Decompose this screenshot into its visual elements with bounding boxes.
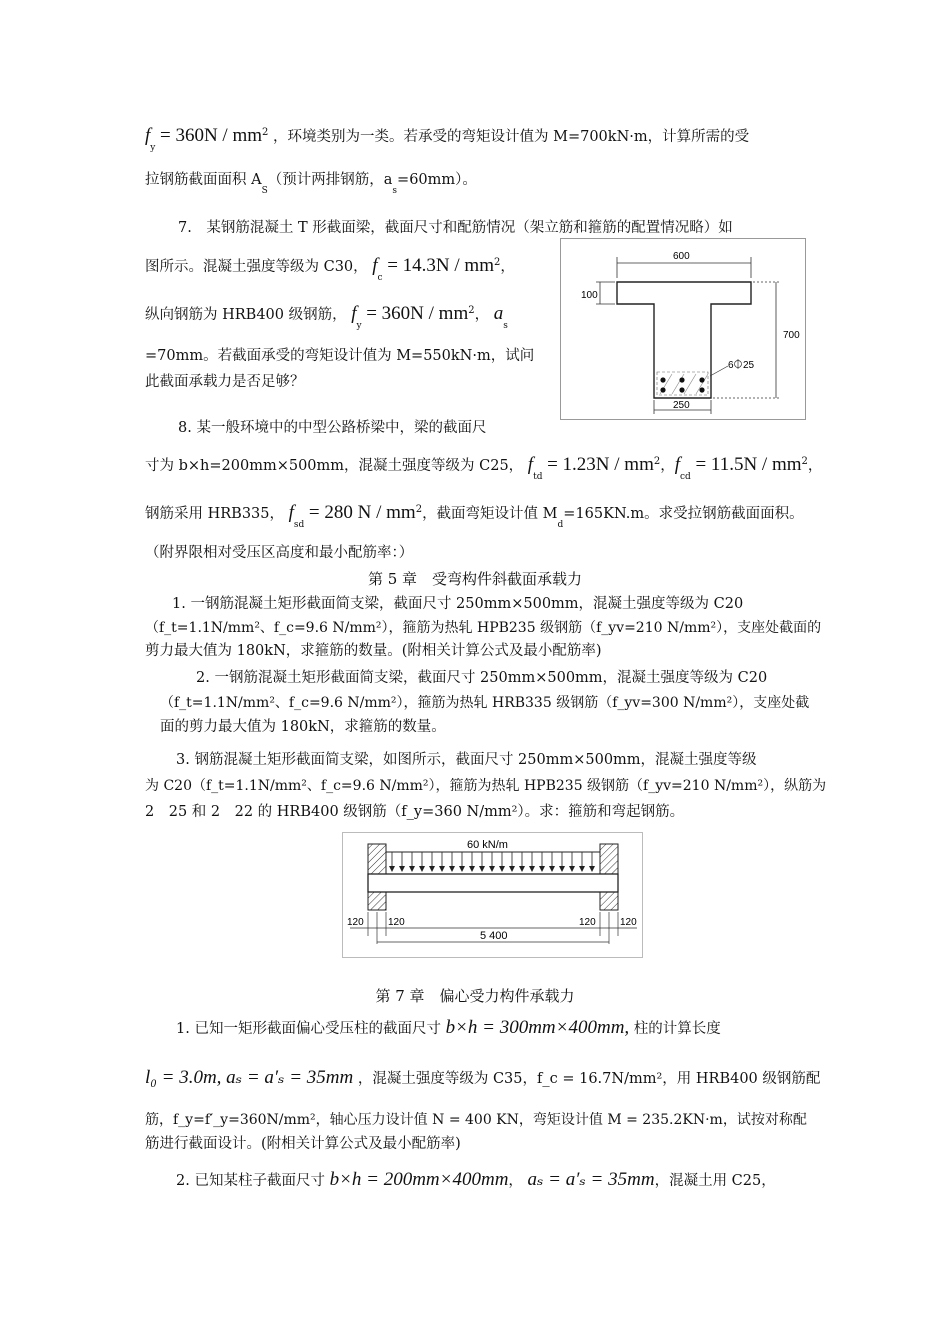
q8-fsd-symbol: f	[288, 502, 294, 523]
dim-right-2: 120	[620, 917, 637, 928]
q8-md-sub: d	[557, 520, 564, 530]
ch5-p3-line1: 3. 钢筋混凝土矩形截面简支梁，如图所示，截面尺寸 250mm×500mm，混凝土强度等级	[176, 752, 757, 768]
q8-ftd-symbol: f	[527, 454, 534, 475]
tbeam-rebar-size: 25	[743, 360, 755, 371]
dim-left-2: 120	[388, 917, 405, 928]
ch7-p1-eq: b×h = 300mm×400mm,	[445, 1017, 630, 1038]
q7-fc-symbol: f	[372, 255, 378, 276]
q6-line2-rest: （预计两排钢筋，a	[267, 172, 393, 188]
q8-ftd-sub: td	[533, 472, 543, 482]
q6-line2-text: 拉钢筋截面面积 A	[145, 172, 262, 188]
tbeam-web-width: 250	[673, 400, 690, 411]
rebar-dot	[699, 387, 704, 392]
ch5-p1-line2: （f_t=1.1N/mm²、f_c=9.6 N/mm²），箍筋为热轧 HPB235 级钢筋（f_yv=210 N/mm²），支座处截面的	[145, 620, 822, 636]
tbeam-height: 700	[783, 330, 800, 341]
tbeam-rebar-count: 6	[728, 360, 734, 371]
rebar-dot	[679, 387, 684, 392]
q8-fsd-value: = 280 N / mm	[308, 502, 416, 523]
q6-line1-text: ，环境类别为一类。若承受的弯矩设计值为 M=700kN·m，计算所需的受	[273, 129, 750, 145]
q8-line1: 8. 某一般环境中的中型公路桥梁中，梁的截面尺	[178, 420, 487, 436]
q8-line2-text: 寸为 b×h=200mm×500mm，混凝土强度等级为 C25，	[145, 458, 524, 474]
ch5-p3-line2: 为 C20（f_t=1.1N/mm²、f_c=9.6 N/mm²），箍筋为热轧 HPB235 级钢筋（f_yv=210 N/mm²），纵筋为	[145, 778, 827, 794]
q6-fy-sup: 2	[262, 127, 269, 138]
q7-fc-sub: c	[377, 273, 383, 283]
q7-as-sub: s	[503, 321, 508, 331]
rebar-dot	[660, 387, 665, 392]
chapter7-title: 第 7 章 偏心受力构件承载力	[375, 987, 575, 1005]
q7-fy-value: = 360N / mm	[366, 303, 469, 324]
ch5-p2-line3: 面的剪力最大值为 180kN，求箍筋的数量。	[160, 719, 446, 735]
q8-line3	[145, 502, 804, 530]
ch7-p1-line4: 筋进行截面设计。(附相关计算公式及最小配筋率)	[145, 1136, 461, 1152]
q6-line1	[145, 125, 750, 153]
q7-line1: 7. 某钢筋混凝土 T 形截面梁，截面尺寸和配筋情况（架立筋和箍筋的配置情况略）如	[178, 220, 733, 236]
ch5-p2-line2: （f_t=1.1N/mm²、f_c=9.6 N/mm²），箍筋为热轧 HRB335 级钢筋（f_yv=300 N/mm²），支座处截	[160, 695, 810, 711]
q7-fy-sup: 2	[468, 305, 475, 316]
q7-line2	[145, 255, 515, 283]
q6-fy-value: = 360N / mm	[159, 125, 263, 146]
q7-as-symbol: a	[493, 303, 504, 324]
ch5-p2-line1: 2. 一钢筋混凝土矩形截面简支梁，截面尺寸 250mm×500mm，混凝土强度等级为 C20	[196, 670, 768, 686]
beam-drawing	[342, 832, 643, 958]
chapter5-title: 第 5 章 受弯构件斜截面承载力	[367, 570, 583, 588]
ch7-p1-eq2: l₀ = 3.0m, aₛ = a′ₛ = 35mm	[145, 1067, 354, 1088]
ch7-p2-text-b: ，	[508, 1173, 523, 1189]
beam-load-label: 60 kN/m	[467, 839, 508, 851]
tbeam-flange-height: 100	[581, 290, 598, 301]
ch7-p1-text-b: 柱的计算长度	[633, 1021, 721, 1037]
dim-right-1: 120	[579, 917, 596, 928]
ch7-p2-text: 2. 已知某柱子截面尺寸	[176, 1173, 325, 1189]
q8-line2-end: ，	[807, 458, 823, 474]
q7-fy-symbol: f	[351, 303, 357, 324]
ch5-p1-line3: 剪力最大值为 180kN，求箍筋的数量。(附相关计算公式及最小配筋率)	[145, 643, 602, 659]
ch7-p1-text: 1. 已知一矩形截面偏心受压柱的截面尺寸	[176, 1021, 441, 1037]
q8-ftd-value: = 1.23N / mm	[547, 454, 654, 475]
beam-figure	[342, 832, 643, 958]
q6-as-sub: S	[261, 186, 268, 196]
ch7-p1-line3: 筋，f_y=f′_y=360N/mm²，轴心压力设计值 N = 400 KN，弯矩设计值 M = 235.2KN·m，试按对称配	[145, 1112, 807, 1128]
q8-comma: ，	[660, 458, 675, 474]
q8-fcd-symbol: f	[674, 454, 681, 475]
q7-line2-text: 图所示。混凝土强度等级为 C30，	[145, 259, 368, 275]
q6-as-sub2: s	[392, 186, 398, 196]
ch7-p1-line2-text: ，混凝土强度等级为 C35，f_c = 16.7N/mm²，用 HRB400 级钢筋配	[357, 1071, 821, 1087]
q6-fy-symbol: f	[145, 125, 151, 146]
q7-fy-sub: y	[356, 321, 362, 331]
q8-fsd-sup: 2	[415, 504, 423, 515]
ch7-p1-line2	[145, 1068, 820, 1089]
dim-left-1: 120	[347, 917, 364, 928]
q7-line2-end: ，	[500, 259, 515, 275]
tbeam-drawing	[560, 238, 806, 420]
ch5-p3-line3: 2 25 和 2 22 的 HRB400 级钢筋（f_y=360 N/mm²）。求：箍筋和弯起钢筋。	[145, 804, 685, 820]
dim-span: 5 400	[480, 930, 508, 942]
ch7-p2-text-c: ，混凝土用 C25，	[654, 1173, 776, 1189]
q7-line3-text: 纵向钢筋为 HRB400 级钢筋，	[145, 307, 347, 323]
q8-fsd-sub: sd	[293, 520, 305, 530]
q7-line3-mid: ，	[474, 307, 490, 323]
q8-fcd-sup: 2	[801, 456, 808, 467]
tbeam-figure	[560, 238, 806, 420]
q6-line2	[145, 170, 477, 196]
q8-line4: （附界限相对受压区高度和最小配筋率：）	[145, 545, 414, 561]
q7-line4: =70mm。若截面承受的弯矩设计值为 M=550kN·m，试问	[145, 348, 535, 364]
q8-line3-text: 钢筋采用 HRB335，	[145, 506, 285, 522]
q7-line5: 此截面承载力是否足够？	[145, 374, 305, 390]
q7-fc-sup: 2	[493, 257, 501, 268]
rebar-dot	[660, 377, 665, 382]
rebar-dot	[699, 377, 704, 382]
q7-fc-value: = 14.3N / mm	[387, 255, 494, 276]
ch7-p2-eq2: aₛ = a′ₛ = 35mm	[527, 1169, 655, 1190]
q8-line3-b: ，截面弯矩设计值 M	[422, 506, 558, 522]
q7-line3	[145, 303, 508, 331]
ch7-p2-line1	[176, 1170, 776, 1191]
beam-body	[368, 874, 618, 892]
q8-fcd-value: = 11.5N / mm	[695, 454, 802, 475]
ch7-p1-line1	[176, 1018, 721, 1039]
q8-fcd-sub: cd	[680, 472, 691, 482]
tbeam-flange-width: 600	[673, 251, 690, 262]
rebar-dot	[679, 377, 684, 382]
q8-ftd-sup: 2	[653, 456, 661, 467]
q8-line2	[145, 454, 823, 482]
q6-line2-end: =60mm）。	[397, 172, 477, 188]
q6-fy-sub: y	[150, 143, 156, 153]
q8-line3-c: =165KN.m。求受拉钢筋截面面积。	[563, 506, 804, 522]
ch5-p1-line1: 1. 一钢筋混凝土矩形截面简支梁，截面尺寸 250mm×500mm，混凝土强度等级为 C20	[172, 596, 744, 612]
ch7-p2-eq1: b×h = 200mm×400mm	[329, 1169, 509, 1190]
